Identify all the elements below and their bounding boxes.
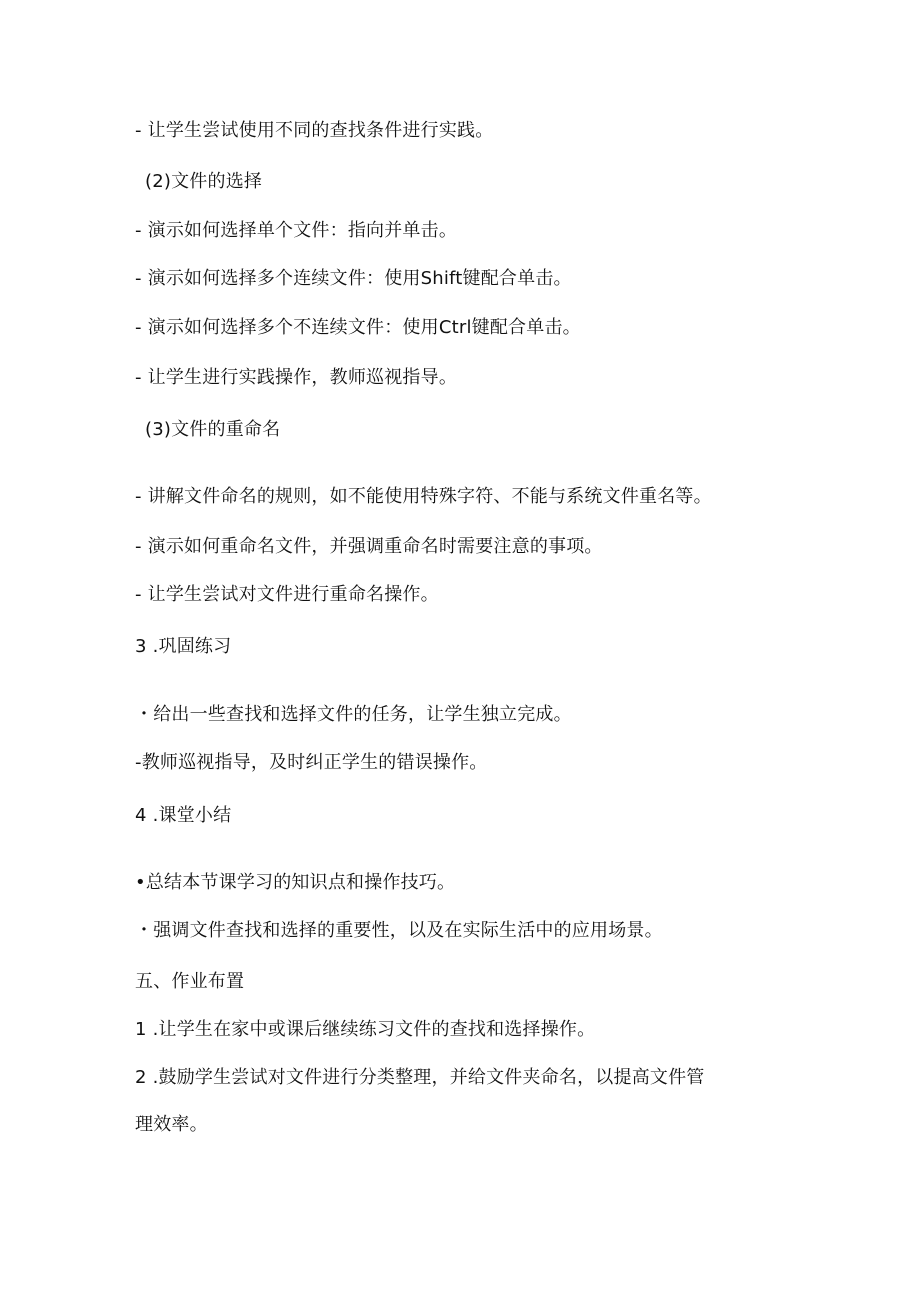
section-heading-homework: 五、作业布置 <box>135 971 245 992</box>
line-10: - 让学生尝试对文件进行重命名操作。 <box>135 584 439 605</box>
line-18: 1 .让学生在家中或课后继续练习文件的查找和选择操作。 <box>135 1019 596 1040</box>
line-19: 2 .鼓励学生尝试对文件进行分类整理，并给文件夹命名，以提高文件管 <box>135 1067 705 1088</box>
line-16: ・强调文件查找和选择的重要性，以及在实际生活中的应用场景。 <box>135 920 663 941</box>
section-heading-3: (3)文件的重命名 <box>145 419 281 440</box>
line-9: - 演示如何重命名文件，并强调重命名时需要注意的事项。 <box>135 536 603 557</box>
line-13: -教师巡视指导，及时纠正学生的错误操作。 <box>135 752 488 773</box>
section-heading-summary: 4 .课堂小结 <box>135 805 232 826</box>
line-20: 理效率。 <box>135 1114 208 1135</box>
line-8: - 讲解文件命名的规则，如不能使用特殊字符、不能与系统文件重名等。 <box>135 486 712 507</box>
line-5: - 演示如何选择多个不连续文件：使用Ctrl键配合单击。 <box>135 317 581 338</box>
line-6: - 让学生进行实践操作，教师巡视指导。 <box>135 367 458 388</box>
line-15: •总结本节课学习的知识点和操作技巧。 <box>135 872 456 893</box>
section-heading-practice: 3 .巩固练习 <box>135 636 232 657</box>
line-12: ・给出一些查找和选择文件的任务，让学生独立完成。 <box>135 704 572 725</box>
line-1: - 让学生尝试使用不同的查找条件进行实践。 <box>135 120 494 141</box>
line-4: - 演示如何选择多个连续文件：使用Shift键配合单击。 <box>135 268 572 289</box>
line-3: - 演示如何选择单个文件：指向并单击。 <box>135 220 458 241</box>
section-heading-2: (2)文件的选择 <box>145 171 263 192</box>
